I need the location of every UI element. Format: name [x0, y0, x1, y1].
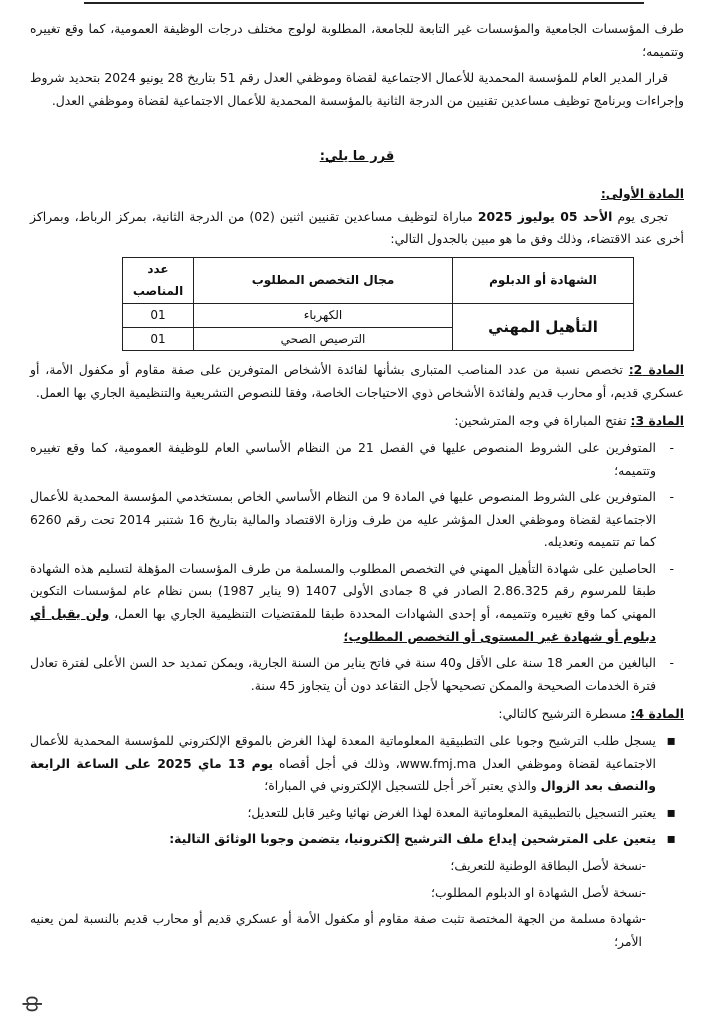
deadline-text: يوم 13 ماي 2025 على الساعة الرابعة والنصف بعد الزوال	[30, 755, 656, 794]
article-1-title: المادة الأولى:	[600, 185, 684, 201]
list-item: ▪ يتعين على المترشحين إيداع ملف الترشيح إلكترونيا، يتضمن وجوبا الوثائق التالية:	[30, 828, 684, 851]
list-item: - البالغين من العمر 18 سنة على الأقل و40 سنة في فاتح يناير من السنة الجارية، ويمكن تمديد حد السن الأعلى لفترة تعادل فترة الخدمات الصحيحة والممكن تصحيحها لأجل التقاعد دون أن يتجاوز 45 سنة.	[30, 652, 684, 697]
article-1-text-pre: تجرى يوم	[612, 208, 668, 224]
specialty-cell: الكهرباء	[194, 303, 453, 327]
article-4-text: مسطرة الترشيح كالتالي:	[498, 706, 631, 722]
intro-paragraph-1: طرف المؤسسات الجامعية والمؤسسات غير التابعة للجامعة، المطلوبة لولوج مختلف درجات الوظيفة العمومية، كما وقع تغييره وتتميمه؛	[30, 21, 684, 59]
header-count: عدد المناصب	[123, 257, 194, 303]
list-item-text: الحاصلين على شهادة التأهيل المهني في التخصص المطلوب والمسلمة من طرف المؤسسات المؤهلة لتسليم هذه الشهادة طبقا للمرسوم رقم 2.86.325 الصادر في 8 جمادى الأولى 1407 (9 يناير 1987) بسن نظام عام لمؤسسات التكوين المهني كما وقع تغييره وتتميمه، أو إحدى الشهادات المحددة طبقا للمقتضيات التنظيمية الجاري بها العمل،	[30, 560, 656, 622]
article-3-text: تفتح المباراة في وجه المترشحين:	[454, 413, 631, 429]
article-2	[30, 359, 684, 404]
article-1-text	[30, 206, 684, 251]
list-item	[30, 730, 684, 798]
intro-paragraph-2: قرار المدير العام للمؤسسة المحمدية للأعمال الاجتماعية لقضاة وموظفي العدل رقم 51 بتاريخ 28 يونيو 2024 بتحديد شروط وإجراءات وبرنامج توظيف مساعدين تقنيين من الدرجة الثانية بالمؤسسة المحمدية للأعمال الاجتماعية لقضاة وموظفي العدل.	[30, 70, 684, 108]
specialty-cell: الترصيص الصحي	[194, 327, 453, 351]
list-item: - المتوفرين على الشروط المنصوص عليها في المادة 9 من النظام الأساسي الخاص بمستخدمي المؤسسة المحمدية للأعمال الاجتماعية لقضاة وموظفي العدل المؤشر عليه من طرف وزارة الاقتصاد والمالية بتاريخ 16 شتنبر 2014 تحت رقم 6260 كما تم تتميمه وتعديله.	[30, 486, 684, 554]
list-item	[30, 558, 684, 648]
list-item-text: يسجل طلب الترشيح وجوبا على التطبيقية المعلوماتية المعدة لهذا الغرض بالموقع الإلكتروني للمؤسسة المحمدية للأعمال الاجتماعية لقضاة وموظفي العدل www.fmj.ma، وذلك في أجل أقصاه	[30, 733, 656, 771]
article-4	[30, 703, 684, 726]
header-specialty: مجال التخصص المطلوب	[194, 257, 453, 303]
article-2-title: المادة 2:	[628, 362, 684, 378]
count-cell: 01	[123, 303, 194, 327]
diploma-cell: التأهيل المهني	[453, 303, 634, 350]
required-documents-list	[30, 855, 684, 953]
list-item-text: والذي يعتبر آخر أجل للتسجيل الإلكتروني في المباراة؛	[264, 778, 541, 794]
article-2-text: تخصص نسبة من عدد المناصب المتبارى بشأنها لفائدة الأشخاص المتوفرين على صفة مقاوم أو مكفول الأمة، أو عسكري قديم، أو محارب قديم ولفائدة الأشخاص ذوي الاحتياجات الخاصة، وفقا للنصوص التشريعية والتنظيمية الجاري بها العمل.	[30, 362, 684, 400]
list-item: ▪ يعتبر التسجيل بالتطبيقية المعلوماتية المعدة لهذا الغرض نهائيا وغير قابل للتعديل؛	[30, 802, 684, 825]
list-item-bold-tail: ولن يقبل أي دبلوم أو شهادة غير المستوى أو التخصص المطلوب؛	[30, 606, 656, 644]
decision-heading: قرر ما يلي:	[319, 149, 395, 165]
exam-date: الأحد 05 يوليوز 2025	[477, 208, 613, 224]
list-item: - المتوفرين على الشروط المنصوص عليها في الفصل 21 من النظام الأساسي العام للوظيفة العمومية، كما وقع تغييره وتتميمه؛	[30, 437, 684, 482]
list-item: - نسخة لأصل الشهادة او الدبلوم المطلوب؛	[30, 882, 656, 905]
article-4-title: المادة 4:	[630, 706, 684, 722]
article-3	[30, 410, 684, 433]
article-1-text-post: مباراة لتوظيف مساعدين تقنيين اثنين (02) من الدرجة الثانية، بمركز الرباط، وبمراكز أخرى عند الاقتضاء، وذلك وفق ما هو مبين بالجدول التالي:	[30, 208, 684, 247]
positions-table	[122, 257, 634, 351]
article-3-title: المادة 3:	[630, 413, 684, 429]
eligibility-list	[30, 437, 684, 698]
initials-mark: ф	[18, 995, 43, 1013]
table-row	[123, 303, 634, 327]
count-cell: 01	[123, 327, 194, 351]
list-item: - شهادة مسلمة من الجهة المختصة تثبت صفة مقاوم أو مكفول الأمة أو عسكري قديم أو محارب قديم بالنسبة لمن يعنيه الأمر؛	[30, 908, 656, 953]
header-diploma: الشهادة أو الدبلوم	[453, 257, 634, 303]
table-header-row	[123, 257, 634, 303]
list-item: - نسخة لأصل البطاقة الوطنية للتعريف؛	[30, 855, 656, 878]
application-procedure-list	[30, 730, 684, 851]
